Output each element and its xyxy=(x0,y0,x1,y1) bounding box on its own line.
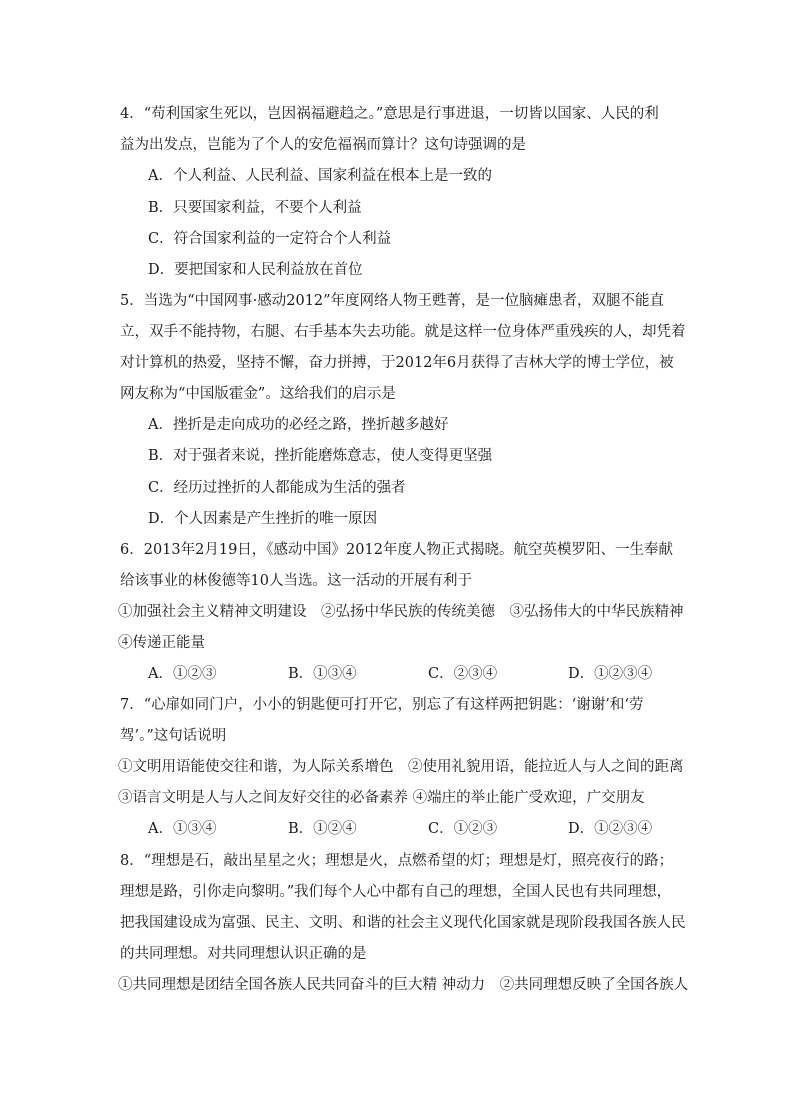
q7-stem-line2: 驾’。”这句话说明 xyxy=(120,728,227,744)
q8-stem-line4: 的共同理想。对共同理想认识正确的是 xyxy=(120,946,367,962)
q5-stem-line1: 5．当选为“中国网事·感动2012”年度网络人物王甦菁，是一位脑瘫患者，双腿不能直 xyxy=(120,293,665,309)
q6-choice-a: A．①②③ xyxy=(148,666,217,682)
q6-stem-line1: 6．2013年2月19日，《感动中国》2012年度人物正式揭晓。航空英模罗阳、一生奉献 xyxy=(120,542,673,558)
q8-stem-line3: 把我国建设成为富强、民主、文明、和谐的社会主义现代化国家就是现阶段我国各族人民 xyxy=(120,915,686,931)
q7-choice-b: B．①②④ xyxy=(288,821,357,837)
q6-choices xyxy=(0,664,790,684)
q7-items-line2: ③语言文明是人与人之间友好交往的必备素养 ④端庄的举止能广受欢迎，广交朋友 xyxy=(118,790,645,806)
q7-stem-line1: 7．“心扉如同门户，小小的钥匙便可打开它，别忘了有这样两把钥匙：‘谢谢’和‘劳 xyxy=(120,697,644,713)
q4-stem-line1: 4．“苟利国家生死以，岂因祸福避趋之。”意思是行事进退，一切皆以国家、人民的利 xyxy=(120,106,659,122)
q4-stem-line2: 益为出发点，岂能为了个人的安危福祸而算计？这句诗强调的是 xyxy=(120,137,526,153)
q5-option-a: A．挫折是走向成功的必经之路，挫折越多越好 xyxy=(148,417,449,433)
q7-choice-c: C．①②③ xyxy=(428,821,498,837)
q4-option-c: C．符合国家利益的一定符合个人利益 xyxy=(148,231,392,247)
q8-items-line1: ①共同理想是团结全国各族人民共同奋斗的巨大精 神动力 ②共同理想反映了全国各族人 xyxy=(118,977,689,993)
q6-choice-b: B．①③④ xyxy=(288,666,357,682)
q7-choice-a: A．①③④ xyxy=(148,821,217,837)
q7-items-line1: ①文明用语能使交往和谐，为人际关系增色 ②使用礼貌用语，能拉近人与人之间的距离 xyxy=(118,759,684,775)
q6-items-line1: ①加强社会主义精神文明建设 ②弘扬中华民族的传统美德 ③弘扬伟大的中华民族精神 xyxy=(118,604,684,620)
q6-choice-c: C．②③④ xyxy=(428,666,498,682)
q5-option-d: D．个人因素是产生挫折的唯一原因 xyxy=(148,511,378,527)
q6-stem-line2: 给该事业的林俊德等10人当选。这一活动的开展有利于 xyxy=(120,573,472,589)
q4-option-b: B．只要国家利益，不要个人利益 xyxy=(148,200,362,216)
q7-choices xyxy=(0,819,790,839)
q5-stem-line2: 立，双手不能持物，右腿、右手基本失去功能。就是这样一位身体严重残疾的人，却凭着 xyxy=(120,324,686,340)
q5-option-c: C．经历过挫折的人都能成为生活的强者 xyxy=(148,480,406,496)
q5-option-b: B．对于强者来说，挫折能磨炼意志，使人变得更坚强 xyxy=(148,448,493,464)
q6-items-line2: ④传递正能量 xyxy=(118,635,205,651)
q4-option-d: D．要把国家和人民利益放在首位 xyxy=(148,262,363,278)
q7-choice-d: D．①②③④ xyxy=(568,821,653,837)
q5-stem-line3: 对计算机的热爱，坚持不懈，奋力拼搏，于2012年6月获得了吉林大学的博士学位，被 xyxy=(120,355,674,371)
q8-stem-line1: 8．“理想是石，敲出星星之火；理想是火，点燃希望的灯；理想是灯，照亮夜行的路； xyxy=(120,853,674,869)
q6-choice-d: D．①②③④ xyxy=(568,666,653,682)
q8-stem-line2: 理想是路，引你走向黎明。”我们每个人心中都有自己的理想，全国人民也有共同理想， xyxy=(120,884,672,900)
q4-option-a: A．个人利益、人民利益、国家利益在根本上是一致的 xyxy=(148,168,492,184)
q5-stem-line4: 网友称为“中国版霍金”。这给我们的启示是 xyxy=(120,386,396,402)
